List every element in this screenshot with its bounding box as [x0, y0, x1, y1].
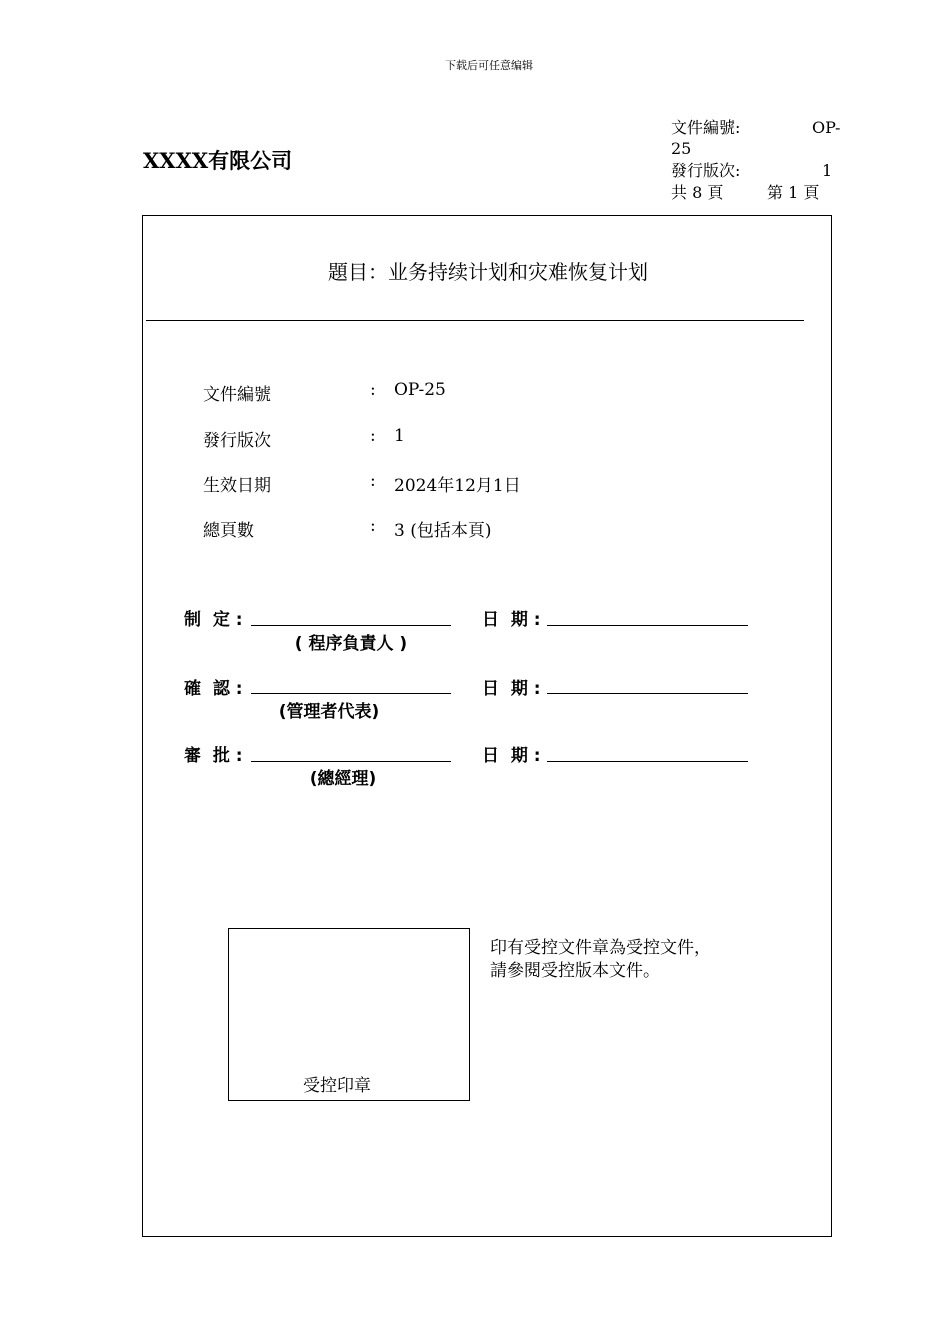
notice-line-1: 印有受控文件章為受控文件，: [490, 938, 711, 958]
info-value-total-pages: 3 (包括本頁): [394, 521, 492, 541]
doc-number-value-part2: 25: [671, 139, 692, 158]
sig-line-confirmed[interactable]: [251, 693, 451, 694]
date-label-confirmed: 日 期 :: [482, 679, 541, 699]
notice-line-2: 請參閱受控版本文件。: [490, 961, 660, 981]
info-colon: :: [370, 471, 376, 491]
info-label-total-pages: 總頁數: [203, 521, 254, 541]
title-divider: [146, 320, 804, 321]
total-pages: 共 8 頁: [671, 183, 724, 202]
page-number: 第 1 頁: [767, 183, 820, 202]
controlled-stamp-label: 受控印章: [303, 1076, 371, 1096]
info-value-doc-number: OP-25: [394, 380, 446, 400]
date-line-confirmed[interactable]: [547, 693, 748, 694]
sig-line-approved[interactable]: [251, 761, 451, 762]
doc-number-value-part1: OP-: [812, 118, 841, 137]
info-label-issue: 發行版次: [203, 431, 271, 451]
info-colon: :: [370, 426, 376, 446]
controlled-document-notice: [490, 937, 790, 983]
document-title: 題目：业务持续计划和灾难恢复计划: [328, 260, 648, 284]
top-note: 下载后可任意编辑: [445, 59, 533, 72]
issue-label: 發行版次:: [671, 161, 741, 180]
info-colon: :: [370, 516, 376, 536]
role-confirmed: (管理者代表): [278, 702, 380, 722]
info-label-effective-date: 生效日期: [203, 476, 271, 496]
sig-label-approved: 審 批 :: [184, 746, 243, 766]
info-label-doc-number: 文件編號: [203, 385, 271, 405]
company-name: XXXX有限公司: [143, 148, 293, 173]
info-value-issue: 1: [394, 426, 405, 446]
role-prepared: ( 程序負責人 ): [294, 634, 408, 654]
sig-line-prepared[interactable]: [251, 625, 451, 626]
sig-label-confirmed: 確 認 :: [184, 679, 243, 699]
info-colon: :: [370, 380, 376, 400]
date-label-prepared: 日 期 :: [482, 610, 541, 630]
sig-label-prepared: 制 定 :: [184, 610, 243, 630]
doc-number-label: 文件編號:: [671, 118, 741, 137]
date-line-prepared[interactable]: [547, 625, 748, 626]
role-approved: (總經理): [309, 769, 377, 789]
info-value-effective-date: 2024年12月1日: [394, 476, 521, 496]
date-label-approved: 日 期 :: [482, 746, 541, 766]
date-line-approved[interactable]: [547, 761, 748, 762]
issue-value: 1: [822, 161, 833, 180]
